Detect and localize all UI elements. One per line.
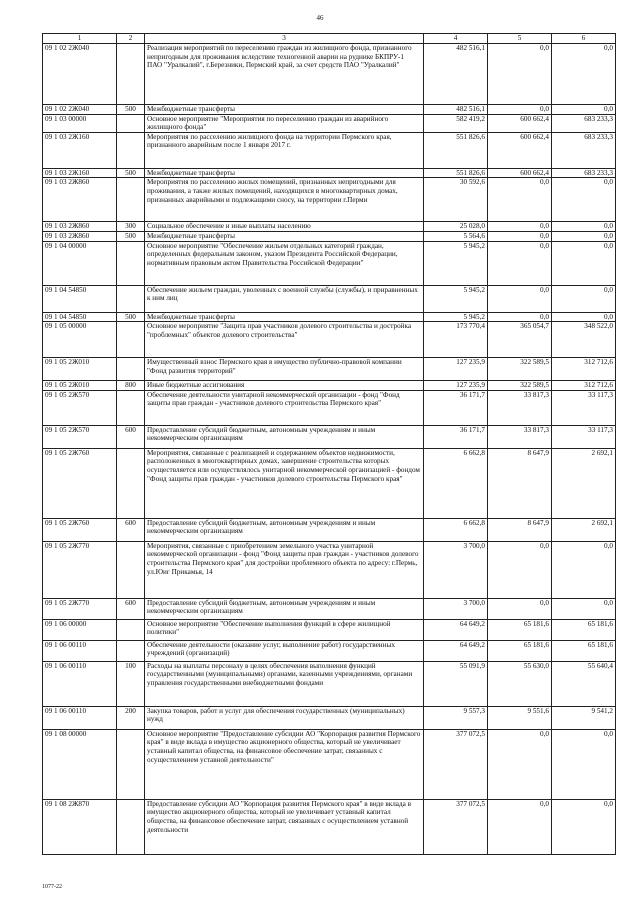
table-row bbox=[43, 322, 616, 358]
budget-code-cell: 09 1 06 00110 bbox=[43, 640, 117, 661]
amount-2025-cell: 0,0 bbox=[552, 541, 616, 598]
expense-type-cell: 600 bbox=[117, 425, 145, 448]
table-row bbox=[43, 132, 616, 168]
amount-2023-cell: 36 171,7 bbox=[424, 425, 488, 448]
expense-type-cell: 600 bbox=[117, 518, 145, 541]
item-name-cell: Предоставление субсидий бюджетным, автономным учреждениям и иным некоммерческим организациям bbox=[145, 518, 424, 541]
amount-2023-cell: 30 592,6 bbox=[424, 178, 488, 222]
amount-2023-cell: 377 072,5 bbox=[424, 729, 488, 799]
budget-code-cell: 09 1 06 00000 bbox=[43, 619, 117, 640]
item-name-cell: Межбюджетные трансферты bbox=[145, 231, 424, 241]
item-name-cell: Расходы на выплаты персоналу в целях обеспечения выполнения функций государственными (муниципальными) органами, казенными учреждениями, органами управления государственными внебюджетными фондами bbox=[145, 661, 424, 706]
column-header: 1 bbox=[43, 34, 117, 44]
amount-2024-cell: 600 662,4 bbox=[488, 114, 552, 132]
expense-type-cell bbox=[117, 729, 145, 799]
budget-code-cell: 09 1 06 00110 bbox=[43, 706, 117, 729]
budget-table bbox=[42, 33, 616, 855]
expense-type-cell bbox=[117, 390, 145, 425]
budget-code-cell: 09 1 04 54850 bbox=[43, 285, 117, 312]
budget-code-cell: 09 1 06 00110 bbox=[43, 661, 117, 706]
expense-type-cell: 600 bbox=[117, 598, 145, 619]
table-row bbox=[43, 799, 616, 854]
budget-code-cell: 09 1 03 2Ж160 bbox=[43, 132, 117, 168]
budget-code-cell: 09 1 08 00000 bbox=[43, 729, 117, 799]
table-row bbox=[43, 114, 616, 132]
expense-type-cell bbox=[117, 132, 145, 168]
amount-2023-cell: 5 945,2 bbox=[424, 312, 488, 322]
expense-type-cell: 500 bbox=[117, 312, 145, 322]
table-row bbox=[43, 105, 616, 115]
budget-code-cell: 09 1 08 2Ж870 bbox=[43, 799, 117, 854]
item-name-cell: Основное мероприятие "Защита прав участников долевого строительства и достройка "проблемных" объектов долевого строительства" bbox=[145, 322, 424, 358]
amount-2024-cell: 0,0 bbox=[488, 178, 552, 222]
amount-2025-cell: 2 692,1 bbox=[552, 518, 616, 541]
amount-2023-cell: 6 662,8 bbox=[424, 518, 488, 541]
amount-2024-cell: 65 181,6 bbox=[488, 640, 552, 661]
expense-type-cell: 200 bbox=[117, 706, 145, 729]
amount-2024-cell: 0,0 bbox=[488, 241, 552, 285]
amount-2023-cell: 5 564,6 bbox=[424, 231, 488, 241]
expense-type-cell bbox=[117, 541, 145, 598]
column-header: 5 bbox=[488, 34, 552, 44]
item-name-cell: Предоставление субсидии АО "Корпорация развития Пермского края" в виде вклада в имущество акционерного общества, который не увеличивает уставный капитал общества, на финансовое обеспечение затрат, связанных с осуществлением уставной деятельности bbox=[145, 799, 424, 854]
budget-code-cell: 09 1 05 2Ж010 bbox=[43, 381, 117, 391]
table-row bbox=[43, 640, 616, 661]
expense-type-cell bbox=[117, 640, 145, 661]
amount-2025-cell: 2 692,1 bbox=[552, 448, 616, 518]
amount-2024-cell: 55 630,0 bbox=[488, 661, 552, 706]
budget-code-cell: 09 1 03 2Ж860 bbox=[43, 222, 117, 232]
amount-2023-cell: 127 235,9 bbox=[424, 381, 488, 391]
column-header: 2 bbox=[117, 34, 145, 44]
item-name-cell: Мероприятия, связанные с реализацией и содержанием объектов недвижимости, расположенных в многоквартирных домах, завершение строительства которых осуществляется или осуществлялось унитарной некоммерческой организацией - фондом "Фонд защиты прав граждан - участников долевого строительства Пермского края" bbox=[145, 448, 424, 518]
table-header-row bbox=[43, 34, 616, 44]
page-number: 46 bbox=[316, 14, 324, 22]
column-header: 3 bbox=[145, 34, 424, 44]
amount-2025-cell: 312 712,6 bbox=[552, 358, 616, 381]
column-header: 6 bbox=[552, 34, 616, 44]
item-name-cell: Обеспечение деятельности унитарной некоммерческой организации - фонд "Фонд защиты прав граждан - участников долевого строительства Пермского края" bbox=[145, 390, 424, 425]
budget-code-cell: 09 1 05 00000 bbox=[43, 322, 117, 358]
amount-2024-cell: 600 662,4 bbox=[488, 168, 552, 178]
table-row bbox=[43, 44, 616, 105]
budget-code-cell: 09 1 05 2Ж770 bbox=[43, 541, 117, 598]
table-row bbox=[43, 178, 616, 222]
amount-2025-cell: 348 522,0 bbox=[552, 322, 616, 358]
amount-2023-cell: 582 419,2 bbox=[424, 114, 488, 132]
amount-2024-cell: 0,0 bbox=[488, 598, 552, 619]
item-name-cell: Мероприятия, связанные с приобретением земельного участка унитарной некоммерческой организации - фонд "Фонд защиты прав граждан - участников долевого строительства Пермского края" для достройки проблемного объекта по адресу: г.Пермь, ул.Юиг Прикамья, 14 bbox=[145, 541, 424, 598]
amount-2023-cell: 64 649,2 bbox=[424, 640, 488, 661]
amount-2024-cell: 322 589,5 bbox=[488, 358, 552, 381]
budget-code-cell: 09 1 03 2Ж860 bbox=[43, 178, 117, 222]
budget-code-cell: 09 1 04 00000 bbox=[43, 241, 117, 285]
amount-2024-cell: 0,0 bbox=[488, 729, 552, 799]
amount-2025-cell: 33 117,3 bbox=[552, 425, 616, 448]
budget-code-cell: 09 1 04 54850 bbox=[43, 312, 117, 322]
amount-2023-cell: 3 700,0 bbox=[424, 541, 488, 598]
amount-2023-cell: 377 072,5 bbox=[424, 799, 488, 854]
amount-2024-cell: 365 054,7 bbox=[488, 322, 552, 358]
item-name-cell: Реализация мероприятий по переселению граждан из жилищного фонда, признанного непригодным для проживания вследствие техногенной аварии на руднике БКПРУ-1 ПАО "Уралкалий", г.Березники, Пермский край, за счет средств ПАО "Уралкалий" bbox=[145, 44, 424, 105]
budget-code-cell: 09 1 02 2Ж040 bbox=[43, 105, 117, 115]
amount-2023-cell: 3 700,0 bbox=[424, 598, 488, 619]
expense-type-cell: 500 bbox=[117, 168, 145, 178]
amount-2023-cell: 482 516,1 bbox=[424, 44, 488, 105]
amount-2024-cell: 322 589,5 bbox=[488, 381, 552, 391]
amount-2023-cell: 173 770,4 bbox=[424, 322, 488, 358]
expense-type-cell: 500 bbox=[117, 231, 145, 241]
amount-2025-cell: 0,0 bbox=[552, 598, 616, 619]
table-row bbox=[43, 598, 616, 619]
amount-2025-cell: 0,0 bbox=[552, 799, 616, 854]
amount-2025-cell: 683 233,3 bbox=[552, 168, 616, 178]
amount-2025-cell: 683 233,3 bbox=[552, 114, 616, 132]
amount-2024-cell: 0,0 bbox=[488, 312, 552, 322]
table-row bbox=[43, 619, 616, 640]
item-name-cell: Закупка товаров, работ и услуг для обеспечения государственных (муниципальных) нужд bbox=[145, 706, 424, 729]
amount-2025-cell: 0,0 bbox=[552, 222, 616, 232]
budget-code-cell: 09 1 05 2Ж570 bbox=[43, 390, 117, 425]
footer-code: 1077-22 bbox=[42, 884, 62, 890]
item-name-cell: Основное мероприятие "Предоставление субсидии АО "Корпорация развития Пермского края" в виде вклада в имущество акционерного общества, который не увеличивает уставный капитал общества, на финансовое обеспечение затрат, связанных с осуществлением уставной деятельности" bbox=[145, 729, 424, 799]
table-row bbox=[43, 285, 616, 312]
amount-2025-cell: 55 640,4 bbox=[552, 661, 616, 706]
amount-2025-cell: 0,0 bbox=[552, 241, 616, 285]
amount-2025-cell: 312 712,6 bbox=[552, 381, 616, 391]
amount-2023-cell: 551 826,6 bbox=[424, 168, 488, 178]
budget-code-cell: 09 1 02 2Ж040 bbox=[43, 44, 117, 105]
amount-2023-cell: 5 945,2 bbox=[424, 285, 488, 312]
amount-2023-cell: 9 557,3 bbox=[424, 706, 488, 729]
table-row bbox=[43, 231, 616, 241]
amount-2023-cell: 64 649,2 bbox=[424, 619, 488, 640]
table-row bbox=[43, 661, 616, 706]
expense-type-cell bbox=[117, 178, 145, 222]
amount-2024-cell: 0,0 bbox=[488, 44, 552, 105]
amount-2025-cell: 683 233,3 bbox=[552, 132, 616, 168]
table-row bbox=[43, 706, 616, 729]
expense-type-cell: 500 bbox=[117, 105, 145, 115]
expense-type-cell bbox=[117, 241, 145, 285]
item-name-cell: Основное мероприятие "Обеспечение выполнения функций в сфере жилищной политики" bbox=[145, 619, 424, 640]
table-row bbox=[43, 381, 616, 391]
amount-2025-cell: 0,0 bbox=[552, 312, 616, 322]
table-row bbox=[43, 222, 616, 232]
amount-2023-cell: 482 516,1 bbox=[424, 105, 488, 115]
item-name-cell: Основное мероприятие "Мероприятия по переселению граждан из аварийного жилищного фонда" bbox=[145, 114, 424, 132]
table-row bbox=[43, 168, 616, 178]
amount-2024-cell: 33 817,3 bbox=[488, 390, 552, 425]
amount-2025-cell: 0,0 bbox=[552, 178, 616, 222]
expense-type-cell bbox=[117, 285, 145, 312]
amount-2025-cell: 9 541,2 bbox=[552, 706, 616, 729]
amount-2024-cell: 0,0 bbox=[488, 799, 552, 854]
table-row bbox=[43, 358, 616, 381]
table-row bbox=[43, 541, 616, 598]
amount-2025-cell: 0,0 bbox=[552, 285, 616, 312]
amount-2025-cell: 65 181,6 bbox=[552, 619, 616, 640]
amount-2025-cell: 65 181,6 bbox=[552, 640, 616, 661]
table-row bbox=[43, 425, 616, 448]
item-name-cell: Мероприятия по расселению жилых помещений, признанных непригодными для проживания, а также жилых помещений, находящихся в многоквартирных домах, признанных аварийными и подлежащими сносу, на территории г.Перми bbox=[145, 178, 424, 222]
amount-2024-cell: 8 647,9 bbox=[488, 518, 552, 541]
budget-code-cell: 09 1 05 2Ж760 bbox=[43, 518, 117, 541]
item-name-cell: Межбюджетные трансферты bbox=[145, 312, 424, 322]
item-name-cell: Обеспечение деятельности (оказание услуг, выполнение работ) государственных учреждений (организаций) bbox=[145, 640, 424, 661]
amount-2023-cell: 551 826,6 bbox=[424, 132, 488, 168]
amount-2024-cell: 0,0 bbox=[488, 285, 552, 312]
amount-2024-cell: 8 647,9 bbox=[488, 448, 552, 518]
expense-type-cell bbox=[117, 448, 145, 518]
budget-code-cell: 09 1 05 2Ж770 bbox=[43, 598, 117, 619]
amount-2025-cell: 0,0 bbox=[552, 44, 616, 105]
amount-2024-cell: 0,0 bbox=[488, 541, 552, 598]
item-name-cell: Мероприятия по расселению жилищного фонда на территории Пермского края, признанного аварийным после 1 января 2017 г. bbox=[145, 132, 424, 168]
table-row bbox=[43, 518, 616, 541]
amount-2023-cell: 55 091,9 bbox=[424, 661, 488, 706]
table-row bbox=[43, 729, 616, 799]
table-row bbox=[43, 312, 616, 322]
table-row bbox=[43, 448, 616, 518]
amount-2024-cell: 600 662,4 bbox=[488, 132, 552, 168]
amount-2025-cell: 0,0 bbox=[552, 231, 616, 241]
item-name-cell: Предоставление субсидий бюджетным, автономным учреждениям и иным некоммерческим организациям bbox=[145, 425, 424, 448]
amount-2025-cell: 0,0 bbox=[552, 729, 616, 799]
budget-code-cell: 09 1 05 2Ж760 bbox=[43, 448, 117, 518]
expense-type-cell bbox=[117, 619, 145, 640]
expense-type-cell bbox=[117, 358, 145, 381]
amount-2024-cell: 33 817,3 bbox=[488, 425, 552, 448]
amount-2024-cell: 0,0 bbox=[488, 231, 552, 241]
expense-type-cell: 800 bbox=[117, 381, 145, 391]
amount-2025-cell: 0,0 bbox=[552, 105, 616, 115]
amount-2025-cell: 33 117,3 bbox=[552, 390, 616, 425]
amount-2023-cell: 36 171,7 bbox=[424, 390, 488, 425]
amount-2024-cell: 0,0 bbox=[488, 222, 552, 232]
amount-2024-cell: 65 181,6 bbox=[488, 619, 552, 640]
expense-type-cell bbox=[117, 322, 145, 358]
budget-code-cell: 09 1 05 2Ж570 bbox=[43, 425, 117, 448]
item-name-cell: Межбюджетные трансферты bbox=[145, 168, 424, 178]
table-row bbox=[43, 390, 616, 425]
amount-2023-cell: 5 945,2 bbox=[424, 241, 488, 285]
table-row bbox=[43, 241, 616, 285]
amount-2024-cell: 9 551,6 bbox=[488, 706, 552, 729]
item-name-cell: Предоставление субсидий бюджетным, автономным учреждениям и иным некоммерческим организациям bbox=[145, 598, 424, 619]
item-name-cell: Обеспечение жильем граждан, уволенных с военной службы (службы), и приравненных к ним лиц bbox=[145, 285, 424, 312]
amount-2023-cell: 6 662,8 bbox=[424, 448, 488, 518]
amount-2024-cell: 0,0 bbox=[488, 105, 552, 115]
item-name-cell: Иные бюджетные ассигнования bbox=[145, 381, 424, 391]
item-name-cell: Межбюджетные трансферты bbox=[145, 105, 424, 115]
budget-code-cell: 09 1 05 2Ж010 bbox=[43, 358, 117, 381]
item-name-cell: Основное мероприятие "Обеспечение жильем отдельных категорий граждан, определенных федеральным законом, указом Президента Российской Федерации, нормативным правовым актом Правительства Российской Федерации" bbox=[145, 241, 424, 285]
expense-type-cell: 300 bbox=[117, 222, 145, 232]
item-name-cell: Социальное обеспечение и иные выплаты населению bbox=[145, 222, 424, 232]
budget-code-cell: 09 1 03 2Ж160 bbox=[43, 168, 117, 178]
column-header: 4 bbox=[424, 34, 488, 44]
expense-type-cell bbox=[117, 44, 145, 105]
expense-type-cell: 100 bbox=[117, 661, 145, 706]
budget-code-cell: 09 1 03 2Ж860 bbox=[43, 231, 117, 241]
item-name-cell: Имущественный взнос Пермского края в имущество публично-правовой компании "Фонд развития территорий" bbox=[145, 358, 424, 381]
expense-type-cell bbox=[117, 799, 145, 854]
amount-2023-cell: 25 028,0 bbox=[424, 222, 488, 232]
expense-type-cell bbox=[117, 114, 145, 132]
budget-code-cell: 09 1 03 00000 bbox=[43, 114, 117, 132]
amount-2023-cell: 127 235,9 bbox=[424, 358, 488, 381]
